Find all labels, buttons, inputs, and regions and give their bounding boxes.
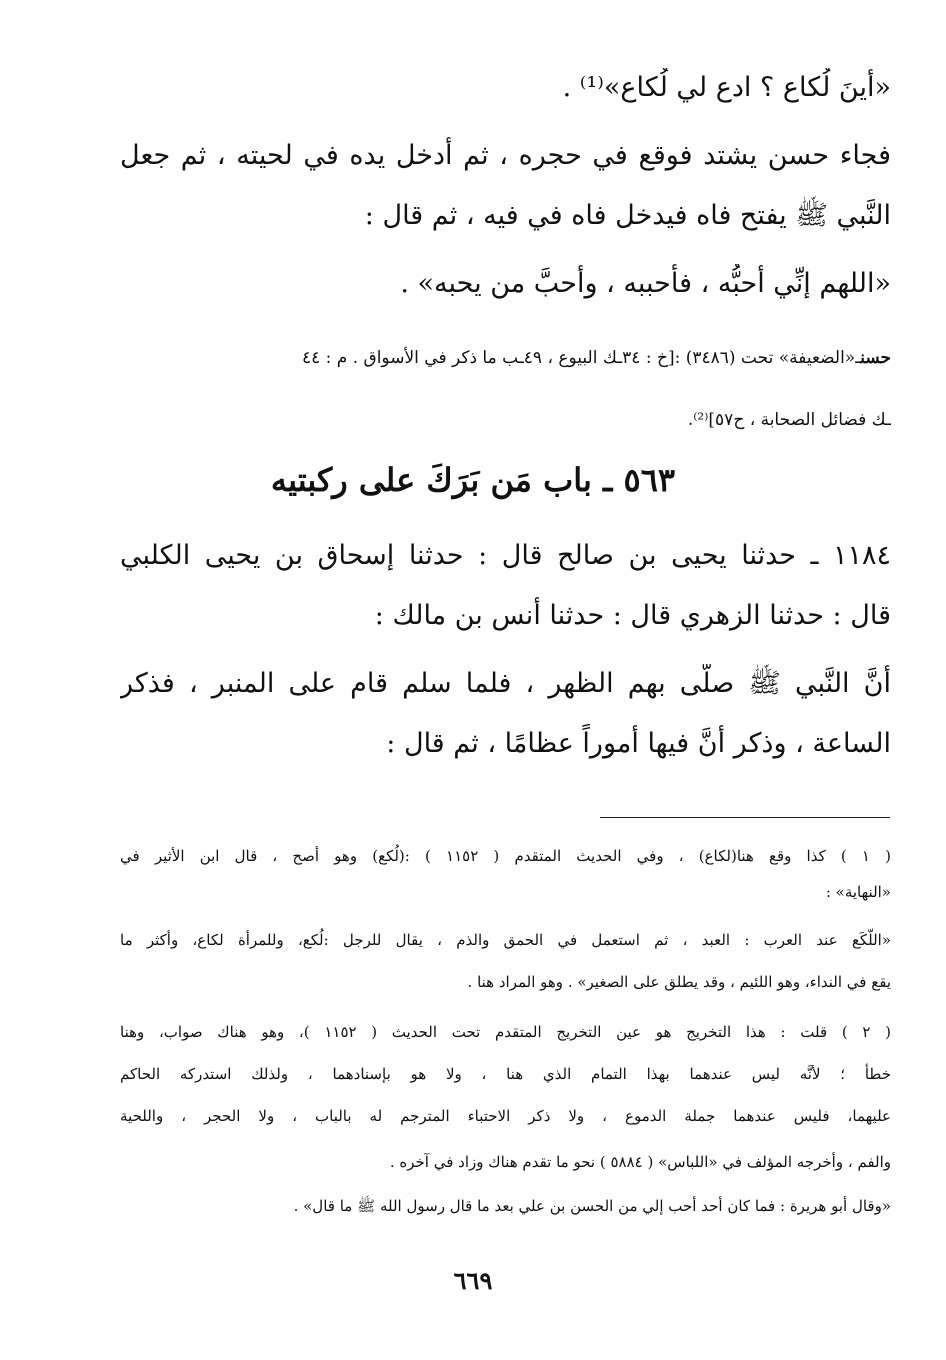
source-citation — [120, 345, 891, 371]
footnote-line: يقع في النداء، وهو اللئيم ، وقد يطلق على الصغير» . وهو المراد هنا . — [467, 973, 891, 991]
footnote-line: خطأ ؛ لأنَّه ليس عندهما بهذا التمام الذي هنا ، ولا هو بإسنادهما ، ولذلك استدركه الحاكم — [120, 1065, 891, 1083]
footnote-line: «وقال أبو هريرة : فما كان أحد أحب إلي من الحسن بن علي بعد ما قال رسول الله ﷺ ما قال» . — [293, 1197, 891, 1215]
footnote-line: عليهما، فليس عندهما جملة الدموع ، ولا ذكر الاحتباء المترجم له بالباب ، ولا الحجر ، واللحية — [120, 1107, 891, 1125]
footnote-line: والفم ، وأخرجه المؤلف في «اللباس» ( ٥٨٨٤ ) نحو ما تقدم هناك وزاد في آخره . — [389, 1153, 891, 1171]
page-number: ٦٦٩ — [453, 1266, 493, 1295]
source-text: ـ«الضعيفة» تحت (٣٤٨٦) :[خ : ٣٤ـك البيوع ، ٤٩ـب ما ذكر في الأسواق . م : ٤٤ — [301, 348, 861, 368]
grade-label: حسن — [860, 348, 891, 368]
footnote-line: «النهاية» : — [825, 883, 891, 901]
text-line: النَّبي ﷺ يفتح فاه فيدخل فاه في فيه ، ثم قال : — [364, 200, 891, 231]
text-line: «أينَ لُكاع ؟ ادع لي لُكاع»⁽¹⁾ . — [562, 72, 891, 103]
footnote-line: ( ٢ ) قلت : هذا التخريج هو عين التخريج المتقدم تحت الحديث ( ١١٥٢ )، وهو هناك صواب، وهنا — [120, 1023, 891, 1041]
footnote-line: «اللُّكَع عند العرب : العبد ، ثم استعمل في الحمق والذم ، يقال للرجل :لُكع، وللمرأة لكاع، وأكثر ما — [120, 931, 891, 949]
footnote-divider — [600, 817, 890, 818]
text-line: قال : حدثنا الزهري قال : حدثنا أنس بن مالك : — [374, 600, 891, 631]
source-citation: ـك فضائل الصحابة ، ح٥٧]⁽²⁾. — [687, 410, 891, 430]
text-line: «اللهم إنِّي أحبُّه ، فأحببه ، وأحبَّ من يحبه» . — [400, 268, 891, 299]
footnote-line: ( ١ ) كذا وقع هنا(لكاع) ، وفي الحديث المتقدم ( ١١٥٢ ) :(لُكع) وهو أصح ، قال ابن الأثير في — [120, 847, 891, 865]
text-line: ١١٨٤ ـ حدثنا يحيى بن صالح قال : حدثنا إسحاق بن يحيى الكلبي — [120, 540, 891, 571]
text-line: الساعة ، وذكر أنَّ فيها أموراً عظامًا ، ثم قال : — [386, 728, 891, 759]
text-line: أنَّ النَّبي ﷺ صلَّى بهم الظهر ، فلما سلم قام على المنبر ، فذكر — [120, 668, 891, 699]
chapter-heading: ٥٦٣ ـ باب مَن بَرَكَ على ركبتيه — [270, 461, 676, 499]
text-line: فجاء حسن يشتد فوقع في حجره ، ثم أدخل يده في لحيته ، ثم جعل — [120, 140, 891, 171]
